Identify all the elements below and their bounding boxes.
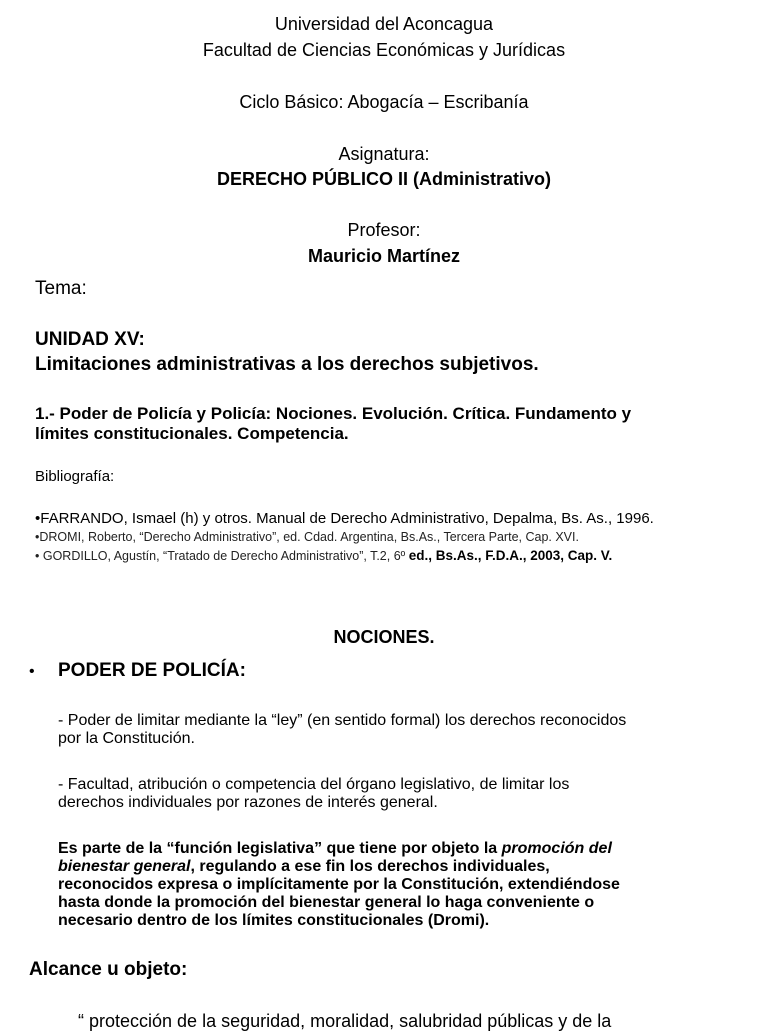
definition-1-line-1: - Poder de limitar mediante la “ley” (en sentido formal) los derechos reconocidos xyxy=(58,712,627,729)
cycle-line: Ciclo Básico: Abogacía – Escribanía xyxy=(239,92,529,112)
bibliography-entry-part: ed., Bs.As., F.D.A., 2003, Cap. V. xyxy=(408,548,613,563)
topic-point-line-1: 1.- Poder de Policía y Policía: Nociones. Evolución. Crítica. Fundamento y xyxy=(35,404,632,423)
unit-title: Limitaciones administrativas a los derechos subjetivos. xyxy=(35,354,539,375)
section-title: NOCIONES. xyxy=(333,627,435,647)
definition-2-line-1: - Facultad, atribución o competencia del órgano legislativo, de limitar los xyxy=(58,776,570,793)
paragraph-line-4: hasta donde la promoción del bienestar general lo haga conveniente o xyxy=(58,894,595,911)
bibliography-entry: •FARRANDO, Ismael (h) y otros. Manual de Derecho Administrativo, Depalma, Bs. As., 1996. xyxy=(35,510,654,527)
paragraph-line-1 xyxy=(58,840,612,858)
scope-quote: “ protección de la seguridad, moralidad, salubridad públicas y de la xyxy=(78,1011,612,1031)
bibliography-entry: •DROMI, Roberto, “Derecho Administrativo”, ed. Cdad. Argentina, Bs.As., Tercera Parte, Cap. XVI. xyxy=(35,530,579,544)
paragraph-emphasis: promoción del xyxy=(501,840,612,857)
topic-label: Tema: xyxy=(35,278,87,299)
paragraph-line-5: necesario dentro de los límites constitucionales (Dromi). xyxy=(58,912,490,929)
subject-name: DERECHO PÚBLICO II (Administrativo) xyxy=(216,169,552,189)
paragraph-emphasis: bienestar general xyxy=(58,858,191,875)
paragraph-text: , regulando a ese fin los derechos individuales, xyxy=(190,858,550,875)
professor-label: Profesor: xyxy=(347,220,421,240)
professor-name: Mauricio Martínez xyxy=(307,246,461,266)
bibliography-label: Bibliografía: xyxy=(35,468,115,485)
definition-1-line-2: por la Constitución. xyxy=(58,730,195,747)
scope-title: Alcance u objeto: xyxy=(29,959,188,980)
bibliography-entry-part: • GORDILLO, Agustín, “Tratado de Derecho Administrativo”, T.2, 6º xyxy=(35,549,406,563)
definition-2-line-2: derechos individuales por razones de interés general. xyxy=(58,794,438,811)
bullet-glyph: • xyxy=(29,663,35,680)
paragraph-line-2 xyxy=(58,858,550,876)
bibliography-entry xyxy=(35,547,612,565)
section-subtitle: PODER DE POLICÍA: xyxy=(58,660,246,681)
paragraph-text: Es parte de la “función legislativa” que tiene por objeto la xyxy=(58,840,502,857)
unit-heading: UNIDAD XV: xyxy=(35,329,145,350)
topic-point-line-2: límites constitucionales. Competencia. xyxy=(35,424,349,443)
university-name: Universidad del Aconcagua xyxy=(274,14,494,34)
paragraph-line-3: reconocidos expresa o implícitamente por la Constitución, extendiéndose xyxy=(58,876,620,893)
faculty-name: Facultad de Ciencias Económicas y Jurídicas xyxy=(202,40,566,60)
subject-label: Asignatura: xyxy=(338,144,430,164)
